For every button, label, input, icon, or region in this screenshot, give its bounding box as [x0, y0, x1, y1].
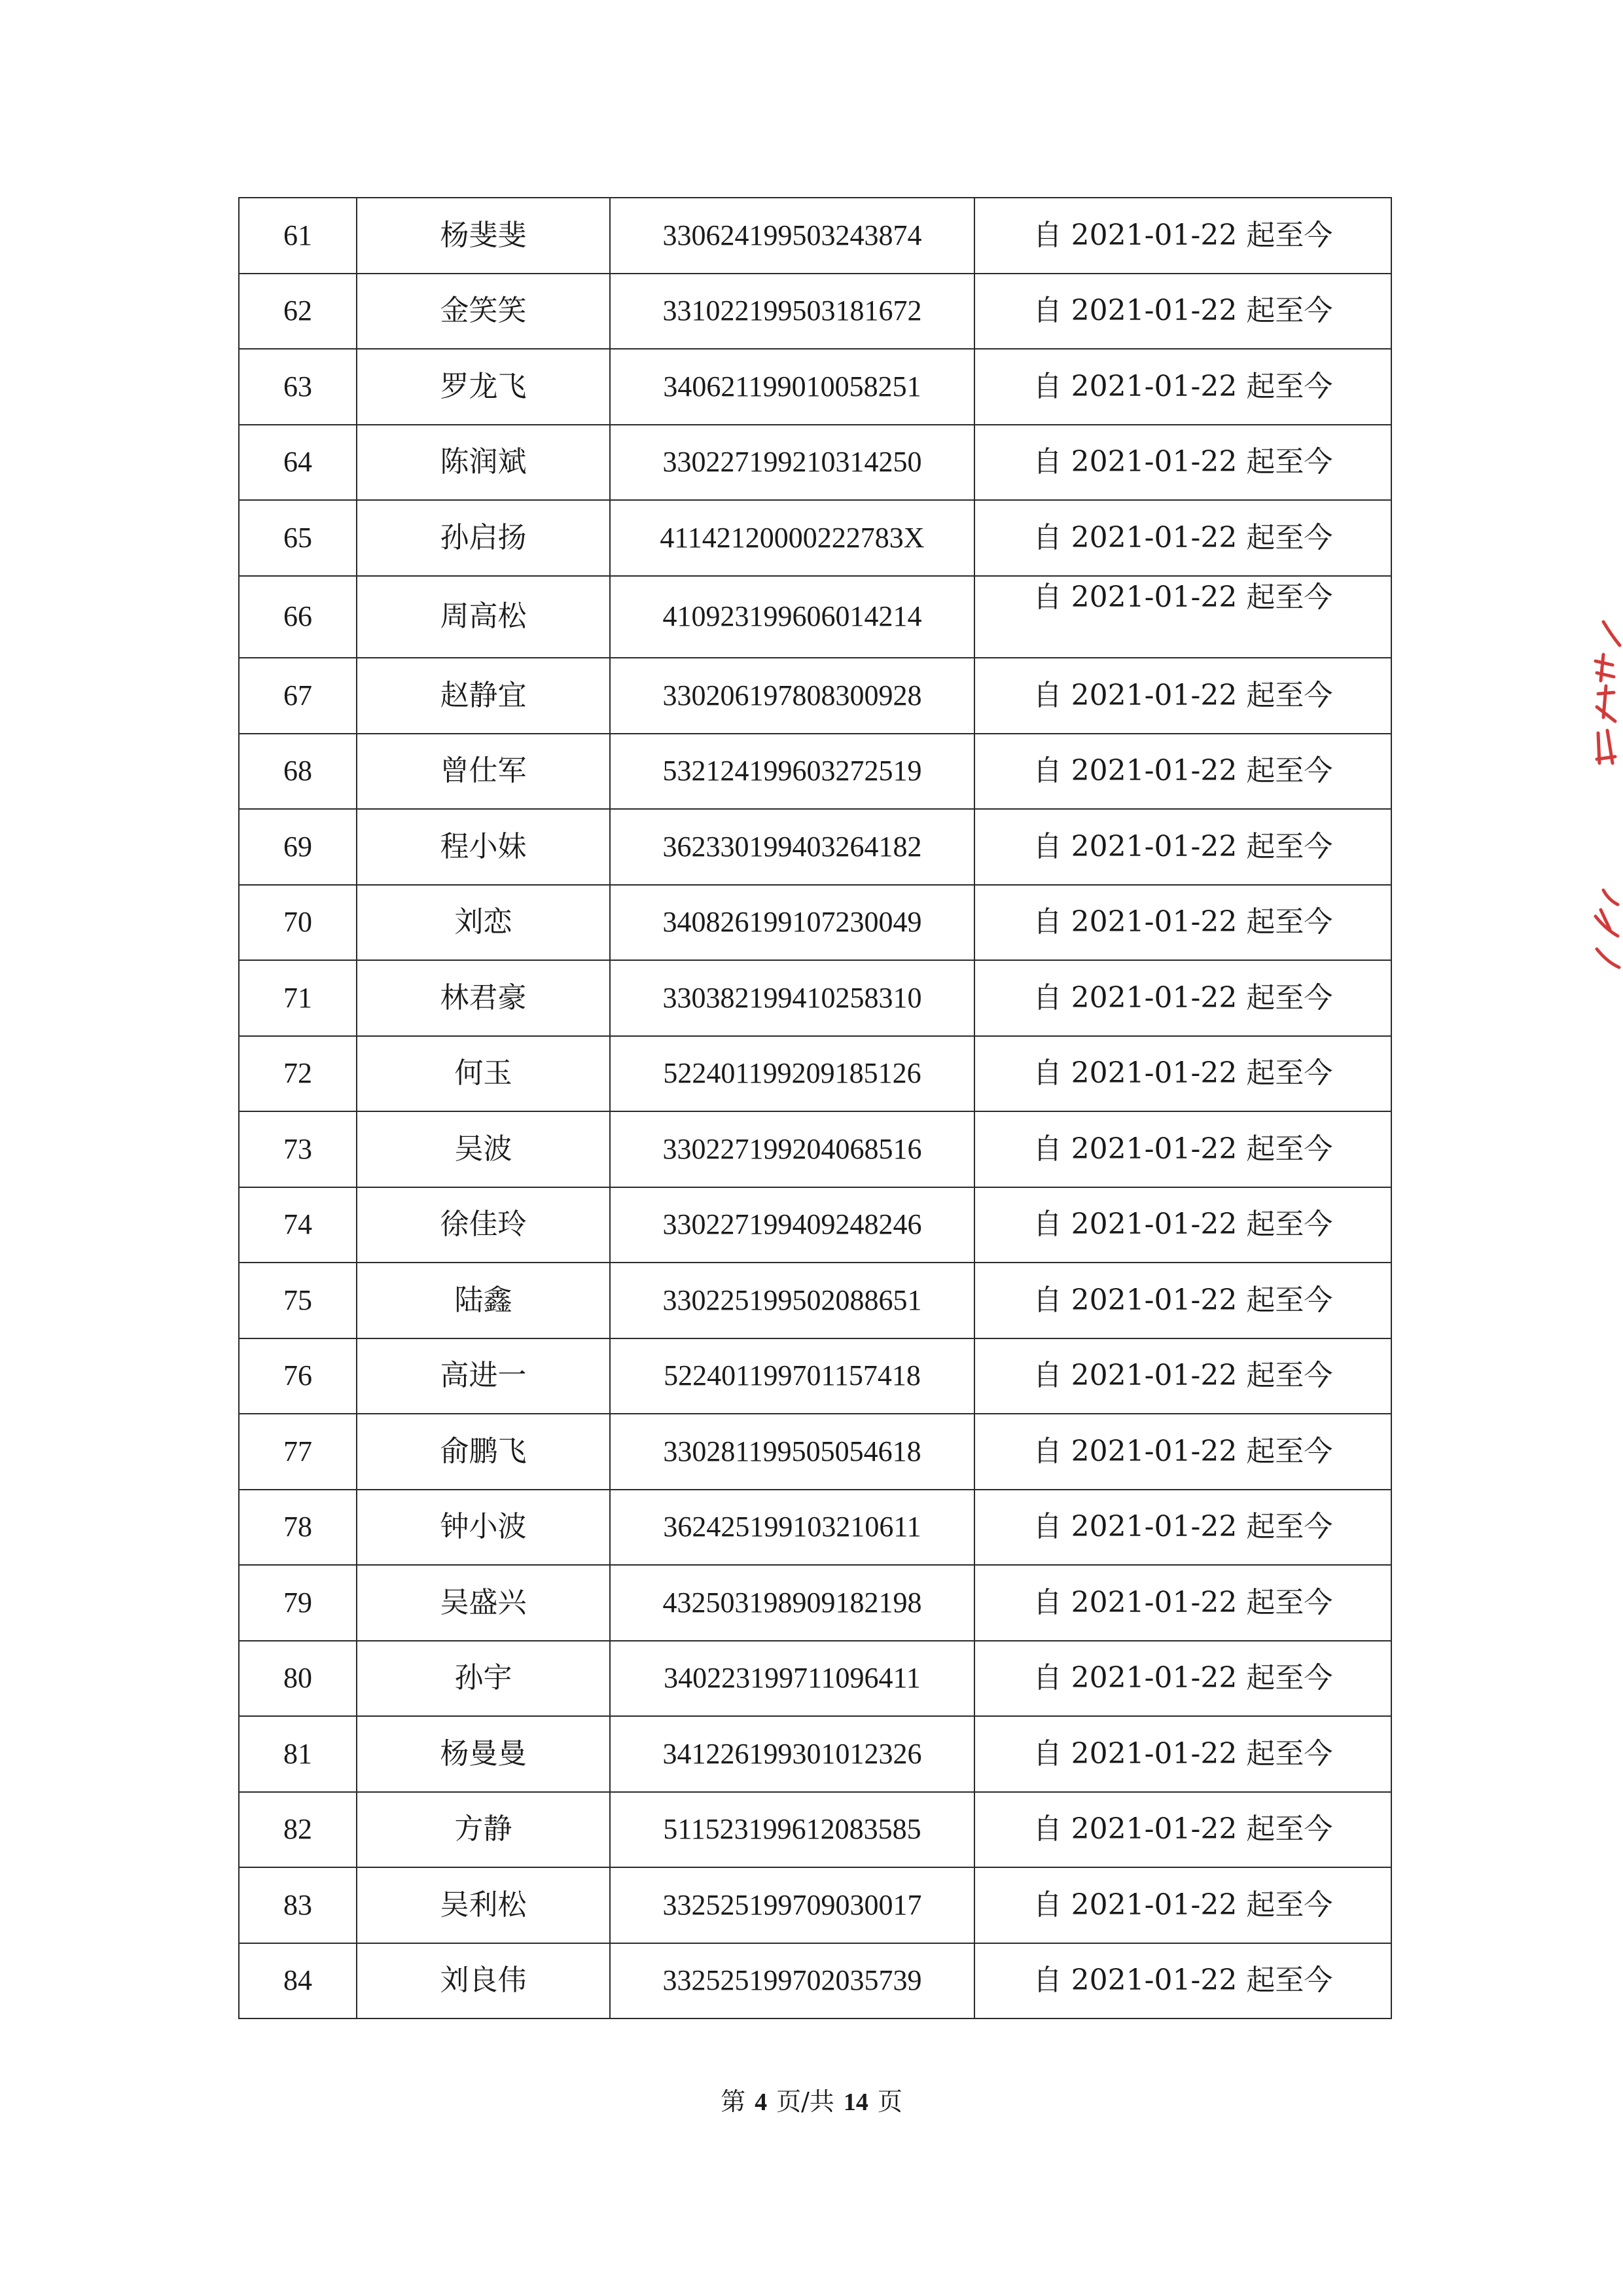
person-name: 孙启扬 — [357, 500, 610, 576]
id-number: 362425199103210611 — [610, 1490, 974, 1566]
row-number: 84 — [239, 1943, 357, 2019]
person-name: 何玉 — [357, 1036, 610, 1112]
period: 自 2021-01-22 起至今 — [974, 576, 1391, 658]
id-number: 432503198909182198 — [610, 1565, 974, 1641]
person-name: 赵静宜 — [357, 658, 610, 734]
id-number: 330382199410258310 — [610, 960, 974, 1036]
table-row — [239, 1716, 1391, 1792]
id-number: 532124199603272519 — [610, 734, 974, 810]
id-number: 330225199502088651 — [610, 1263, 974, 1338]
person-name: 吴盛兴 — [357, 1565, 610, 1641]
roster-body — [239, 198, 1391, 2018]
table-row — [239, 885, 1391, 961]
period: 自 2021-01-22 起至今 — [974, 734, 1391, 810]
id-number: 522401199701157418 — [610, 1338, 974, 1414]
table-row — [239, 425, 1391, 501]
row-number: 65 — [239, 500, 357, 576]
table-row — [239, 809, 1391, 885]
period: 自 2021-01-22 起至今 — [974, 1867, 1391, 1943]
person-name: 俞鹏飞 — [357, 1414, 610, 1490]
id-number: 341226199301012326 — [610, 1716, 974, 1792]
period: 自 2021-01-22 起至今 — [974, 1414, 1391, 1490]
period: 自 2021-01-22 起至今 — [974, 500, 1391, 576]
table-row — [239, 349, 1391, 425]
id-number: 410923199606014214 — [610, 576, 974, 658]
table-row — [239, 1641, 1391, 1717]
period: 自 2021-01-22 起至今 — [974, 1338, 1391, 1414]
person-name: 金笑笑 — [357, 274, 610, 350]
person-name: 孙宇 — [357, 1641, 610, 1717]
period: 自 2021-01-22 起至今 — [974, 1641, 1391, 1717]
id-number: 330281199505054618 — [610, 1414, 974, 1490]
period: 自 2021-01-22 起至今 — [974, 809, 1391, 885]
period: 自 2021-01-22 起至今 — [974, 274, 1391, 350]
row-number: 77 — [239, 1414, 357, 1490]
row-number: 73 — [239, 1111, 357, 1187]
table-row — [239, 1187, 1391, 1263]
period: 自 2021-01-22 起至今 — [974, 1187, 1391, 1263]
row-number: 66 — [239, 576, 357, 658]
person-name: 杨曼曼 — [357, 1716, 610, 1792]
current-page-number: 4 — [755, 2089, 768, 2116]
person-name: 刘恋 — [357, 885, 610, 961]
row-number: 79 — [239, 1565, 357, 1641]
period: 自 2021-01-22 起至今 — [974, 349, 1391, 425]
row-number: 69 — [239, 809, 357, 885]
footer-prefix: 第 — [721, 2087, 746, 2116]
id-number: 522401199209185126 — [610, 1036, 974, 1112]
row-number: 70 — [239, 885, 357, 961]
person-name: 陆鑫 — [357, 1263, 610, 1338]
table-row — [239, 1036, 1391, 1112]
row-number: 64 — [239, 425, 357, 501]
period: 自 2021-01-22 起至今 — [974, 1565, 1391, 1641]
row-number: 61 — [239, 198, 357, 274]
id-number: 511523199612083585 — [610, 1792, 974, 1868]
period: 自 2021-01-22 起至今 — [974, 425, 1391, 501]
row-number: 74 — [239, 1187, 357, 1263]
period: 自 2021-01-22 起至今 — [974, 1716, 1391, 1792]
id-number: 330227199210314250 — [610, 425, 974, 501]
table-row — [239, 1111, 1391, 1187]
table-row — [239, 960, 1391, 1036]
page-footer — [0, 2081, 1623, 2117]
period: 自 2021-01-22 起至今 — [974, 1490, 1391, 1566]
table-row — [239, 1867, 1391, 1943]
id-number: 330227199204068516 — [610, 1111, 974, 1187]
person-name: 高进一 — [357, 1338, 610, 1414]
person-name: 周高松 — [357, 576, 610, 658]
person-name: 徐佳玲 — [357, 1187, 610, 1263]
table-row — [239, 198, 1391, 274]
id-number: 330624199503243874 — [610, 198, 974, 274]
period: 自 2021-01-22 起至今 — [974, 1111, 1391, 1187]
row-number: 81 — [239, 1716, 357, 1792]
period: 自 2021-01-22 起至今 — [974, 658, 1391, 734]
person-name: 陈润斌 — [357, 425, 610, 501]
person-name: 曾仕军 — [357, 734, 610, 810]
person-name: 程小妹 — [357, 809, 610, 885]
row-number: 67 — [239, 658, 357, 734]
row-number: 80 — [239, 1641, 357, 1717]
table-row — [239, 1565, 1391, 1641]
table-row — [239, 1263, 1391, 1338]
footer-middle: 页/共 — [776, 2087, 834, 2116]
id-number: 331022199503181672 — [610, 274, 974, 350]
table-row — [239, 1490, 1391, 1566]
person-name: 吴波 — [357, 1111, 610, 1187]
row-number: 72 — [239, 1036, 357, 1112]
row-number: 71 — [239, 960, 357, 1036]
table-row — [239, 1338, 1391, 1414]
table-row — [239, 274, 1391, 350]
id-number: 340223199711096411 — [610, 1641, 974, 1717]
table-row — [239, 1943, 1391, 2019]
period: 自 2021-01-22 起至今 — [974, 1263, 1391, 1338]
row-number: 76 — [239, 1338, 357, 1414]
row-number: 82 — [239, 1792, 357, 1868]
person-name: 罗龙飞 — [357, 349, 610, 425]
row-number: 83 — [239, 1867, 357, 1943]
row-number: 68 — [239, 734, 357, 810]
table-row — [239, 576, 1391, 658]
person-name: 钟小波 — [357, 1490, 610, 1566]
person-name: 林君豪 — [357, 960, 610, 1036]
person-name: 刘良伟 — [357, 1943, 610, 2019]
red-seal-fragment — [1584, 609, 1623, 975]
person-name: 方静 — [357, 1792, 610, 1868]
row-number: 62 — [239, 274, 357, 350]
row-number: 63 — [239, 349, 357, 425]
row-number: 75 — [239, 1263, 357, 1338]
id-number: 41142120000222783X — [610, 500, 974, 576]
id-number: 332525199709030017 — [610, 1867, 974, 1943]
id-number: 340826199107230049 — [610, 885, 974, 961]
person-name: 吴利松 — [357, 1867, 610, 1943]
id-number: 330206197808300928 — [610, 658, 974, 734]
table-row — [239, 500, 1391, 576]
footer-suffix: 页 — [877, 2087, 902, 2116]
table-row — [239, 1414, 1391, 1490]
person-name: 杨斐斐 — [357, 198, 610, 274]
row-number: 78 — [239, 1490, 357, 1566]
roster-table — [238, 197, 1392, 2019]
period: 自 2021-01-22 起至今 — [974, 1036, 1391, 1112]
id-number: 332525199702035739 — [610, 1943, 974, 2019]
table-row — [239, 658, 1391, 734]
period: 自 2021-01-22 起至今 — [974, 1943, 1391, 2019]
period: 自 2021-01-22 起至今 — [974, 885, 1391, 961]
table-row — [239, 734, 1391, 810]
id-number: 362330199403264182 — [610, 809, 974, 885]
period: 自 2021-01-22 起至今 — [974, 198, 1391, 274]
id-number: 340621199010058251 — [610, 349, 974, 425]
id-number: 330227199409248246 — [610, 1187, 974, 1263]
table-row — [239, 1792, 1391, 1868]
period: 自 2021-01-22 起至今 — [974, 960, 1391, 1036]
total-page-count: 14 — [843, 2089, 868, 2116]
period: 自 2021-01-22 起至今 — [974, 1792, 1391, 1868]
